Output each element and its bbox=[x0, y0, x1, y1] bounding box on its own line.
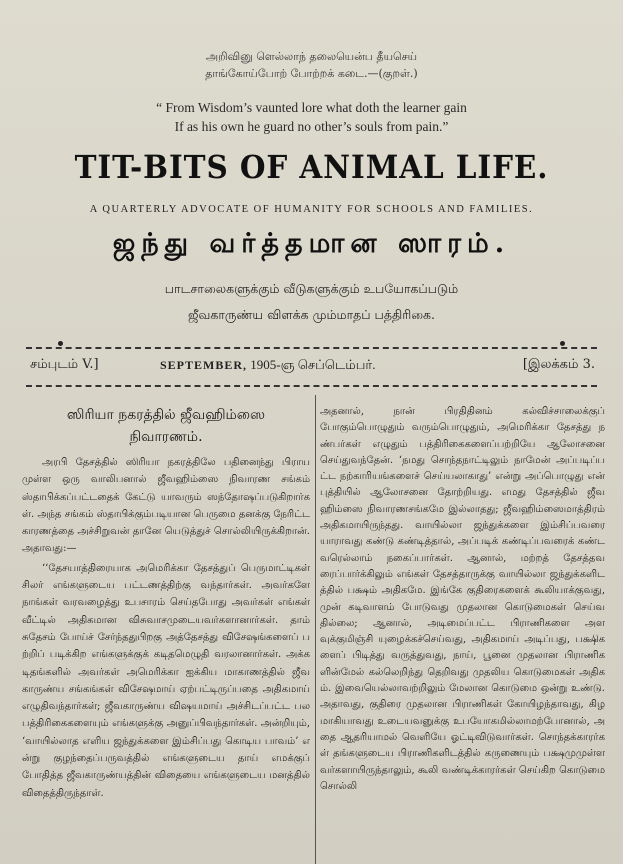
epigraph-english-line-1: “ From Wisdom’s vaunted lore what doth the learner gain bbox=[156, 100, 467, 115]
column-divider bbox=[315, 395, 316, 864]
epigraph-english-line-2: If as his own he guard no other’s souls from pain.” bbox=[174, 119, 449, 134]
issue-month: SEPTEMBER, bbox=[160, 358, 248, 372]
masthead-tamil-title: ஜந்து வர்த்தமான ஸாரம். bbox=[112, 228, 511, 259]
issue-year-tamil: 1905-ஞ செப்டெம்பர். bbox=[250, 357, 376, 372]
masthead-title: TIT-BITS OF ANIMAL LIFE. bbox=[74, 148, 549, 186]
ornament-dot bbox=[58, 341, 63, 346]
masthead-tamil-line-1: பாடசாலைகளுக்கும் வீடுகளுக்கும் உபயோகப்படும் bbox=[164, 281, 459, 296]
left-column bbox=[22, 404, 310, 804]
issue-date bbox=[160, 357, 375, 374]
epigraph-tamil-line-2: தாங்கோய்போற் போற்றக் கடை.—(குறள்.) bbox=[205, 67, 418, 80]
article-title-line-2: நிவாரணம். bbox=[129, 429, 203, 445]
issue-volume: சம்புடம் V.] bbox=[30, 357, 99, 372]
issue-rule-bottom bbox=[26, 385, 597, 387]
issue-rule-top bbox=[26, 347, 597, 349]
article-paragraph: அதனால், நான் பிரதிதினம் கல்விச்சாலைக்குப் போகும்பொழுதும் வரும்பொழுதும், அமெரிக்கா தேசத்து நண்பர்கள் எழுதும் பத்திரிகைகளைப்பற்றியே ஆலோசனை செய்துவந்தேன். ‘நமது சொந்தநாட்டிலும் நாமேன் அப்படிப்பட்ட நற்காரியங்களைச் செய்யலாகாது’ என்று அப்பொழுது என் புத்தியில் ஆலோசனை தோற்றியது. எமது தேசத்தில் ஜீவஹிம்ஸை நிவாரணசங்கமே இல்லாதது; ஜீவஹிம்ஸைமாத்திரம் அதிகமாயிருந்தது. வாயில்லா ஜந்துக்களை இம்சிப்பவரை யாராவது கண்டு கண்டித்தால், அப்படிக் கண்டிப்பவரைக் கண்டவரெல்லாம் நகைப்பார்கள். ஆனால், மற்றத் தேசத்தவரைப்பார்க்கிலும் எங்கள் தேசத்தாருக்கு வாயில்லா ஜந்துக்களிடத்தில் பக்ஷம் அதிகமே. இங்கே குதிரைகளைக் கூலியாக்குவது, முன் கடிவாளம் போடுவது முதலான கொடுமைகள் செய்வதில்லை; ஆனால், அடிமைப்பட்ட பிராணிகளை அளவுக்குமிஞ்சி யுழைக்கச்செய்வது, அதிகமாய் அடிப்பது, பக்ஷிகளைப் பிடித்து வருத்துவது, நாய், பூனை முதலான பிராணிகளின்மேல் கல்லெறிந்து தெறிவது முதலிய கொடுமைகள் அதிகம். இவையெல்லாவற்றிலும் மேலான கொடுமை ஒன்று உண்டு. அதாவது, குதிரை முதலான பிராணிகள் கோயிழந்தாவது, கிழமாகியாவது உடையவனுக்கு உபயோகமில்லாமற்போனால், அதை ஆதரியாமல் வெளியே ஓட்டிவிடுவார்கள். சொந்தக்காரர்கள் தங்களுடைய பிராணிகளிடத்தில் கருணையும் பக்ஷமுமுள்ளவர்களாயிருந்தாலும், கூலி வண்டிக்காரர்கள் செய்கிற கொடுமை சொல்லி bbox=[320, 406, 605, 792]
article-paragraph: ‘‘தேசயாத்திரையாக அமெரிக்கா தேசத்துப் பெருமாட்டிகள் சிலர் எங்களுடைய பட்டணத்திற்கு வந்தார்கள். அவர்களே நாங்கள் வரவழைத்து உபசாரம் செய்தபோது அவர்கள் எங்கள் வீட்டில் அதிகமான விசுவாசமுடையவர்களானார்கள். தாம் சுதேசம் போய்ச் சேர்ந்ததுபிறகு அத்தேசத்து விசேஷங்களைப் பற்றிப் படிக்கிற எங்களுக்குக் கடிதமெழுதி வரலானார்கள். அக்கடிதங்களில் அவர்கள் அமெரிக்கா ஐக்கிய மாகாணத்தில் ஜீவகாருண்ய சங்கங்கள் விசேஷமாய் ஏற்பட்டிருப்பதை அதிகமாய் எழுதிவந்தார்கள்; ஜீவகாருண்ய விஷயமாய் அச்சிடப்பட்ட பல பத்திரிகைகளையும் எங்களுக்கு அனுப்பிவந்தார்கள். அன்றியும், ‘வாயில்லாத எளிய ஜந்துக்களை இம்சிப்பது கொடிய பாவம்’ என்று குழந்தைப்பருவத்தில் எங்களுடைய தாய் எமக்குப் போதித்த ஜீவகாருண்யத்தின் விதையை எங்களுடைய மனத்தில் விதைத்திருந்தாள். bbox=[22, 562, 310, 799]
masthead-tamil-line-2: ஜீவகாருண்ய விளக்க மும்மாதப் பத்திரிகை. bbox=[187, 307, 435, 322]
article-paragraph: அரபி தேசத்தில் ஸிரியா நகரத்திலே பதினைந்து பிராயமுள்ள ஒரு வாலிபனால் ஜீவஹிம்ஸை நிவாரண சங்கம் ஸ்தாபிக்கப்பட்டதைக் கேட்டு யாவரும் ஸந்தோஷப்படுகிறார்கள். அந்த சங்கம் ஸ்தாபிக்கும்படியான பெருமை தனக்கு நேரிட்ட காரணத்தை அச்சிறுவன் தானே யெடுத்துச் சொல்லியிருக்கிறான். அதாவது:— bbox=[22, 457, 310, 555]
article-title-line-1: ஸிரியா நகரத்தில் ஜீவஹிம்ஸை bbox=[66, 407, 266, 423]
article-title bbox=[22, 404, 310, 448]
right-column bbox=[320, 404, 605, 797]
masthead-subtitle: A QUARTERLY ADVOCATE OF HUMANITY FOR SCHOOLS AND FAMILIES. bbox=[89, 204, 534, 215]
ornament-dot bbox=[560, 341, 565, 346]
epigraph-tamil-line-1: அறிவினு ளெல்லாந் தலையென்ப தீயசெய் bbox=[205, 50, 418, 63]
issue-number: [இலக்கம் 3. bbox=[522, 357, 595, 372]
